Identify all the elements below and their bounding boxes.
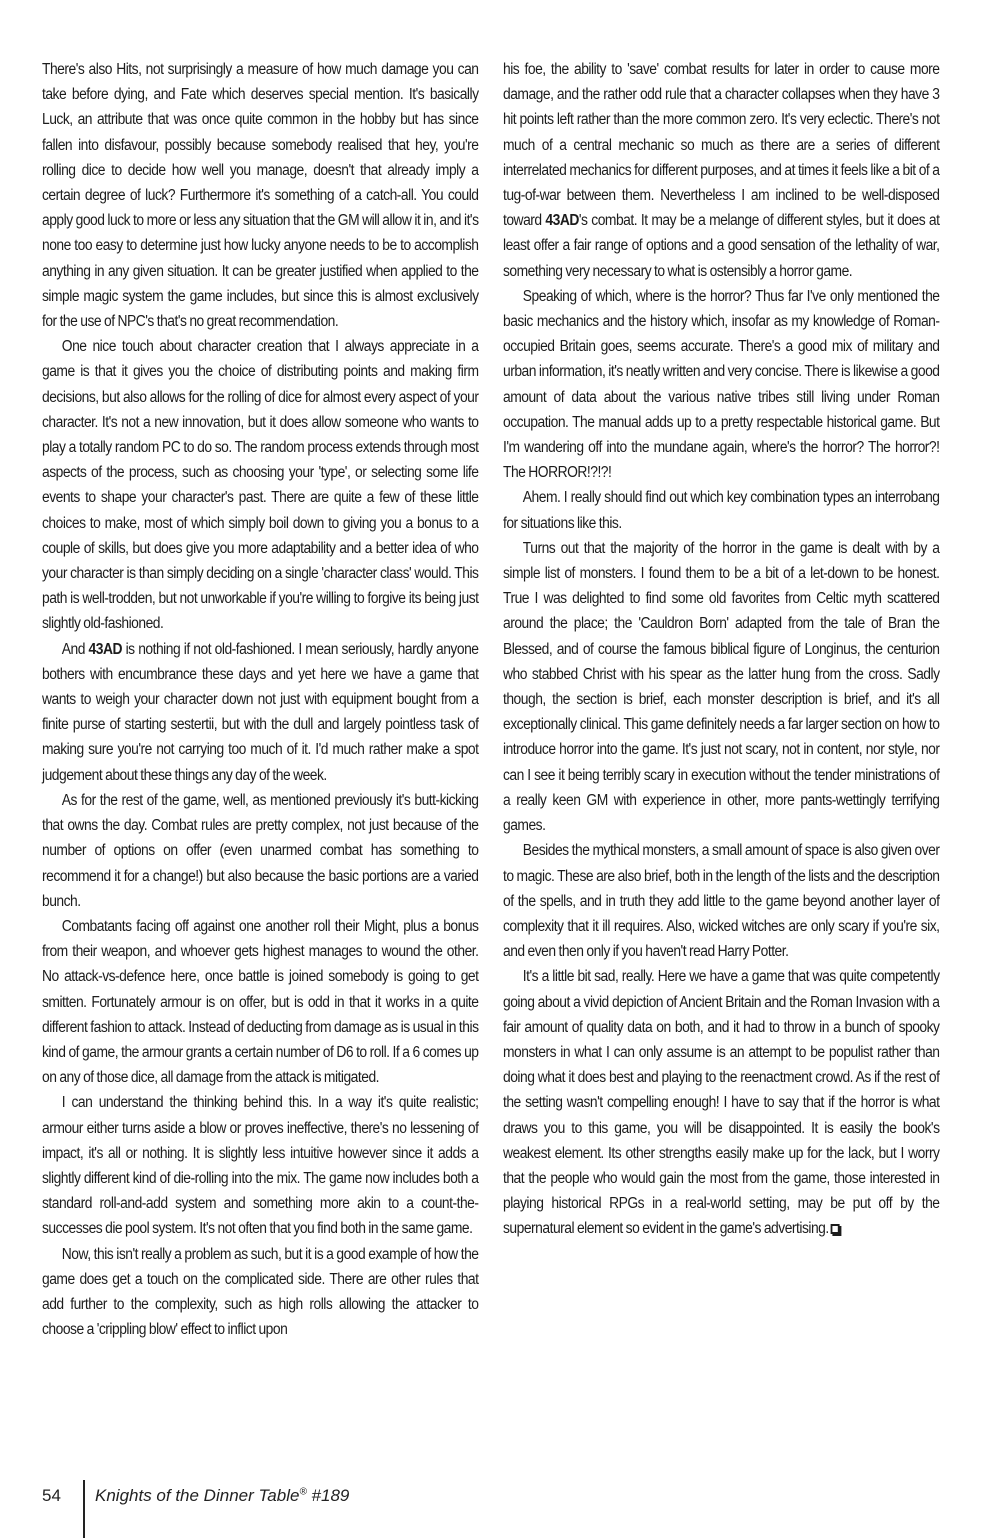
paragraph: Ahem. I really should find out which key combination types an interrobang for situations like this. [503,489,940,532]
end-mark-icon [831,1224,840,1234]
paragraph: Turns out that the majority of the horror in the game is dealt with by a simple list of monsters. I found them to be a bit of a let-down to be honest. True I was delighted to find some old favorites from Celtic myth scattered around the place; the 'Cauldron Born' adapted from the tale of Bran the Blessed, and of course the famous biblical figure of Longinus, the centurion who stabbed Christ with his spear as the latter hung from the cross. Sadly though, the section is brief, each monster description is brief, and it's all exceptionally clinical. This game definitely needs a far larger section on how to introduce horror into the game. It's just not scary, not in content, nor style, nor can I see it being terribly scary in execution without the tender ministrations of a really keen GM with experience in other, more pants-wettingly terrifying games. [503,539,940,835]
game-name: 43AD [88,640,123,658]
paragraph: Speaking of which, where is the horror? Thus far I've only mentioned the basic mechanics and the history which, insofar as my knowledge of Roman-occupied Britain goes, seems accurate. There's a good mix of military and urban information, it's neatly written and very concise. There is likewise a good amount of data about the various native tribes still living under Roman occupation. The manual adds up to a pretty respectable historical game. But I'm wandering off into the mundane again, where's the horror? The horror?! The HORROR!?!?! [503,287,940,482]
publication-title [95,1486,349,1506]
right-column [503,57,940,1242]
paragraph-text: 's combat. It may be a melange of different styles, but it does at least offer a fair range of options and a good sensation of the lethality of war, something very necessary to what is ostensibly a horror game. [503,212,940,280]
paragraph-text: And [61,640,89,658]
paragraph [42,637,479,788]
paragraph: Now, this isn't really a problem as such, but it is a good example of how the game does get a touch on the complicated side. There are other rules that add further to the complexity, such as high rolls allowing the attacker to choose a 'crippling blow' effect to inflict upon [42,1245,479,1339]
issue-number: #189 [306,1486,350,1505]
footer-divider [83,1480,85,1538]
left-column [42,57,479,1342]
paragraph: I can understand the thinking behind this. In a way it's quite realistic; armour either turns aside a blow or proves ineffective, there's no lessening of impact, it's all or nothing. It is slightly less intuitive however since it adds a slightly different kind of die-rolling into the mix. The game now includes both a standard roll-and-add system and something more akin to a count-the-successes die pool system. It's not often that you find both in the same game. [42,1094,479,1238]
paragraph: Besides the mythical monsters, a small amount of space is also given over to magic. These are also brief, both in the length of the lists and the description of the spells, and in truth they add little to the game beyond another layer of complexity that it ill requires. Also, wicked witches are only scary if you're six, and even then only if you haven't read Harry Potter. [503,842,940,961]
paragraph: Combatants facing off against one another roll their Might, plus a bonus from their weapon, and whoever gets highest manages to wound the other. No attack-vs-defence here, once battle is joined somebody is going to get smitten. Fortunately armour is on offer, but is odd in that it works in a quite different fashion to attack. Instead of deducting from damage as is usual in this kind of game, the armour grants a certain number of D6 to roll. If a 6 comes up on any of those dice, all damage from the attack is mitigated. [42,917,479,1087]
publication-name: Knights of the Dinner Table [95,1486,300,1505]
paragraph-text: his foe, the ability to 'save' combat results for later in order to cause more damage, and the rather odd rule that a character collapses when they have 3 hit points left rather than the more common zero. It's very eclectic. There's not much of a central mechanic so much as there are a series of different interrelated mechanics for different purposes, and at times it feels like a bit of a tug-of-war between them. Nevertheless I am inclined to be well-disposed toward [503,61,940,230]
paragraph-text: is nothing if not old-fashioned. I mean seriously, hardly anyone bothers with encumbrance these days and yet here we have a game that wants to weigh your character down not just with equipment bought from a finite purse of starting sestertii, but with the dull and largely pointless task of making sure you're not carrying too much of it. I'd much rather make a spot judgement about these things any day of the week. [42,640,479,784]
game-name: 43AD [545,212,579,230]
paragraph [503,57,940,284]
registered-mark: ® [299,1486,307,1498]
paragraph: One nice touch about character creation that I always appreciate in a game is that it gives you the choice of distributing points and making firm decisions, but also allows for the rolling of dice for almost every aspect of your character. It's not a new innovation, but it does allow someone who wants to play a totally random PC to do so. The random process extends through most aspects of the process, such as choosing your 'type', or selecting some life events to shape your character's past. There are quite a few of these little choices to make, most of which simply boil down to giving you a bonus to a couple of skills, but does give you more adaptability and a better idea of who your character is than simply deciding on a single 'character class' would. This path is well-trodden, but not unworkable if you're willing to forgive its being just slightly old-fashioned. [42,338,479,633]
paragraph: As for the rest of the game, well, as mentioned previously it's butt-kicking that owns the day. Combat rules are pretty complex, not just because of the number of options on offer (even unarmed combat has something to recommend it for a change!) but also because the basic portions are a varied bunch. [42,791,479,910]
paragraph-text: It's a little bit sad, really. Here we have a game that was quite competently going about a vivid depiction of Ancient Britain and the Roman Invasion with a fair amount of quality data on both, and it had to throw in a bunch of spooky monsters in what I can only assume is an attempt to be populist rather than doing what it does best and playing to the reenactment crowd. As if the rest of the setting wasn't compelling enough! I have to say that if the horror is what draws you to this game, you will be disappointed. It is easily the book's weakest element. Its other strengths easily make up for the lack, but I worry that the people who would gain the most from the game, those interested in playing historical RPGs in a real-world setting, may be put off by the supernatural element so evident in the game's advertising. [503,968,940,1238]
paragraph: There's also Hits, not surprisingly a measure of how much damage you can take before dying, and Fate which deserves special mention. It's basically Luck, an attribute that was once quite common in the hobby but has since fallen into disfavour, possibly because somebody realised that hey, you're rolling dice to decide how well you manage, doesn't that already imply a certain degree of luck? Furthermore it's something of a catch-all. You could apply good luck to more or less any situation that the GM will allow it in, and it's none too easy to determine just how lucky anyone needs to be to accomplish anything in any given situation. It can be greater justified when applied to the simple magic system the game includes, but since this is almost exclusively for the use of NPC's that's no great recommendation. [42,61,479,331]
page-number: 54 [42,1486,61,1505]
paragraph [503,964,940,1241]
